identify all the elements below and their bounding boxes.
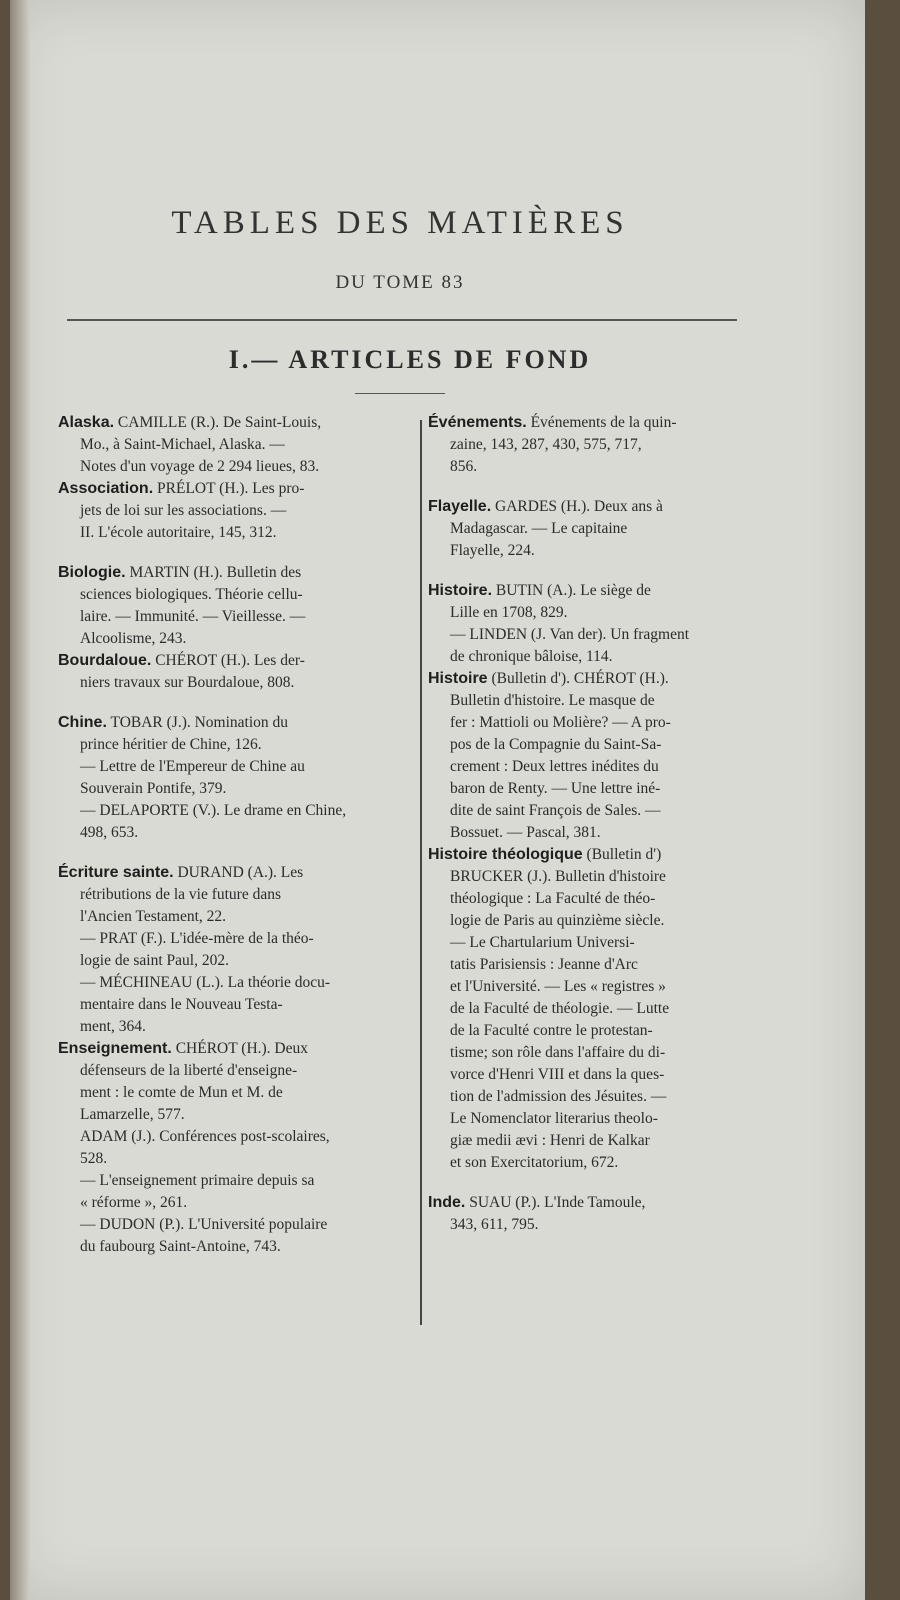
entry-heading: Enseignement. [58, 1040, 172, 1057]
entry-line: logie de Paris au quinzième siècle. [450, 912, 665, 929]
entry-line: 528. [80, 1150, 108, 1167]
entry-line: de la Faculté contre le protestan- [450, 1022, 653, 1039]
entry-text: GARDES (H.). Deux ans à [495, 498, 663, 515]
entry-line: — PRAT (F.). L'idée-mère de la théo- [80, 930, 314, 947]
index-entry [58, 478, 410, 544]
index-entry [58, 412, 410, 478]
entry-heading: Alaska. [58, 414, 115, 431]
index-entry [428, 668, 778, 844]
index-entry [428, 412, 778, 478]
entry-line: — Lettre de l'Empereur de Chine au [80, 758, 305, 775]
entry-line: BRUCKER (J.). Bulletin d'histoire [450, 868, 666, 885]
entry-text: DURAND (A.). Les [177, 864, 304, 881]
entry-heading: Histoire [428, 670, 488, 687]
entry-text: TOBAR (J.). Nomination du [110, 714, 289, 731]
entry-heading: Association. [58, 480, 154, 497]
entry-line [58, 412, 410, 434]
entry-line: — Le Chartularium Universi- [450, 934, 635, 951]
entry-line: fer : Mattioli ou Molière? — A pro- [450, 714, 671, 731]
entry-heading: Biologie. [58, 564, 126, 581]
entry-text: Événements de la quin- [530, 414, 677, 431]
entry-text: SUAU (P.). L'Inde Tamoule, [469, 1194, 646, 1211]
entry-line: rétributions de la vie future dans [80, 886, 282, 903]
entry-line: baron de Renty. — Une lettre iné- [450, 780, 661, 797]
entry-line: II. L'école autoritaire, 145, 312. [80, 524, 277, 541]
index-entry [58, 862, 410, 1038]
entry-line: mentaire dans le Nouveau Testa- [80, 996, 283, 1013]
entry-line [428, 1192, 778, 1214]
entry-line: Bossuet. — Pascal, 381. [450, 824, 601, 841]
index-entry [58, 1038, 410, 1258]
entry-line: Flayelle, 224. [450, 542, 535, 559]
index-entry [428, 1192, 778, 1236]
entry-line: Bulletin d'histoire. Le masque de [450, 692, 655, 709]
index-entry [428, 844, 778, 1174]
page-title: TABLES DES MATIÈRES [171, 205, 629, 241]
entry-line [428, 496, 778, 518]
entry-line: Madagascar. — Le capitaine [450, 520, 628, 537]
entry-line: ADAM (J.). Conférences post-scolaires, [80, 1128, 330, 1145]
entry-text: CHÉROT (H.). Les der- [155, 652, 305, 669]
entry-line: Notes d'un voyage de 2 294 lieues, 83. [80, 458, 320, 475]
entry-heading: Inde. [428, 1194, 466, 1211]
entry-line: zaine, 143, 287, 430, 575, 717, [450, 436, 642, 453]
entry-heading: Bourdaloue. [58, 652, 152, 669]
entry-line [58, 712, 410, 734]
entry-line: jets de loi sur les associations. — [80, 502, 287, 519]
entry-line [58, 562, 410, 584]
entry-line: — DUDON (P.). L'Université populaire [80, 1216, 328, 1233]
entry-line [428, 668, 778, 690]
right-column [428, 412, 778, 1236]
entry-line: crement : Deux lettres inédites du [450, 758, 659, 775]
entry-line: prince héritier de Chine, 126. [80, 736, 262, 753]
entry-line: de la Faculté de théologie. — Lutte [450, 1000, 670, 1017]
entry-line: Alcoolisme, 243. [80, 630, 187, 647]
entry-heading: Flayelle. [428, 498, 492, 515]
entry-line: Le Nomenclator literarius theolo- [450, 1110, 658, 1127]
section-rule [355, 393, 445, 394]
entry-line [58, 862, 410, 884]
index-entry [428, 496, 778, 562]
entry-line: sciences biologiques. Théorie cellu- [80, 586, 303, 603]
entry-line [58, 478, 410, 500]
index-entry [58, 650, 410, 694]
entry-line: ment, 364. [80, 1018, 146, 1035]
entry-line: Lille en 1708, 829. [450, 604, 568, 621]
entry-line: tion de l'admission des Jésuites. — [450, 1088, 667, 1105]
entry-heading: Histoire. [428, 582, 493, 599]
entry-line: logie de saint Paul, 202. [80, 952, 229, 969]
entry-line [428, 412, 778, 434]
entry-line: niers travaux sur Bourdaloue, 808. [80, 674, 295, 691]
entry-line: du faubourg Saint-Antoine, 743. [80, 1238, 281, 1255]
entry-line: giæ medii ævi : Henri de Kalkar [450, 1132, 650, 1149]
entry-line: — LINDEN (J. Van der). Un fragment [450, 626, 690, 643]
entry-line: — L'enseignement primaire depuis sa [80, 1172, 315, 1189]
entry-line [428, 580, 778, 602]
entry-text: (Bulletin d') [586, 846, 662, 863]
entry-heading: Chine. [58, 714, 107, 731]
entry-line [58, 650, 410, 672]
entry-line: l'Ancien Testament, 22. [80, 908, 227, 925]
entry-text: (Bulletin d'). CHÉROT (H.). [491, 670, 669, 687]
entry-line: Lamarzelle, 577. [80, 1106, 185, 1123]
entry-text: PRÉLOT (H.). Les pro- [157, 480, 305, 497]
entry-line: — MÉCHINEAU (L.). La théorie docu- [80, 974, 331, 991]
entry-line: 498, 653. [80, 824, 139, 841]
entry-line: laire. — Immunité. — Vieillesse. — [80, 608, 306, 625]
entry-text: MARTIN (H.). Bulletin des [129, 564, 302, 581]
entry-line: défenseurs de la liberté d'enseigne- [80, 1062, 298, 1079]
entry-line: tisme; son rôle dans l'affaire du di- [450, 1044, 666, 1061]
entry-line: — DELAPORTE (V.). Le drame en Chine, [80, 802, 347, 819]
index-entry [428, 580, 778, 668]
entry-line: vorce d'Henri VIII et dans la ques- [450, 1066, 665, 1083]
index-entry [58, 562, 410, 650]
left-column [58, 412, 410, 1258]
entry-line: pos de la Compagnie du Saint-Sa- [450, 736, 662, 753]
entry-heading: Événements. [428, 414, 527, 431]
entry-line: 343, 611, 795. [450, 1216, 539, 1233]
section-heading: I.— ARTICLES DE FOND [228, 345, 592, 374]
page-binding [10, 0, 30, 1600]
entry-heading: Écriture sainte. [58, 864, 174, 881]
title-rule [67, 319, 737, 321]
entry-text: CHÉROT (H.). Deux [175, 1040, 308, 1057]
entry-line [58, 1038, 410, 1060]
entry-text: BUTIN (A.). Le siège de [495, 582, 651, 599]
entry-line: et l'Université. — Les « registres » [450, 978, 666, 995]
entry-line: de chronique bâloise, 114. [450, 648, 613, 665]
entry-line: et son Exercitatorium, 672. [450, 1154, 619, 1171]
entry-line: 856. [450, 458, 478, 475]
entry-line: dite de saint François de Sales. — [450, 802, 661, 819]
entry-line: tatis Parisiensis : Jeanne d'Arc [450, 956, 638, 973]
entry-line [428, 844, 778, 866]
column-divider [420, 420, 422, 1325]
entry-line: Souverain Pontife, 379. [80, 780, 227, 797]
entry-heading: Histoire théologique [428, 846, 583, 863]
entry-line: ment : le comte de Mun et M. de [80, 1084, 283, 1101]
entry-line: Mo., à Saint-Michael, Alaska. — [80, 436, 285, 453]
page-subtitle: DU TOME 83 [335, 272, 465, 293]
index-entry [58, 712, 410, 844]
book-page [10, 0, 865, 1600]
entry-line: « réforme », 261. [80, 1194, 188, 1211]
entry-text: CAMILLE (R.). De Saint-Louis, [117, 414, 322, 431]
entry-line: théologique : La Faculté de théo- [450, 890, 656, 907]
